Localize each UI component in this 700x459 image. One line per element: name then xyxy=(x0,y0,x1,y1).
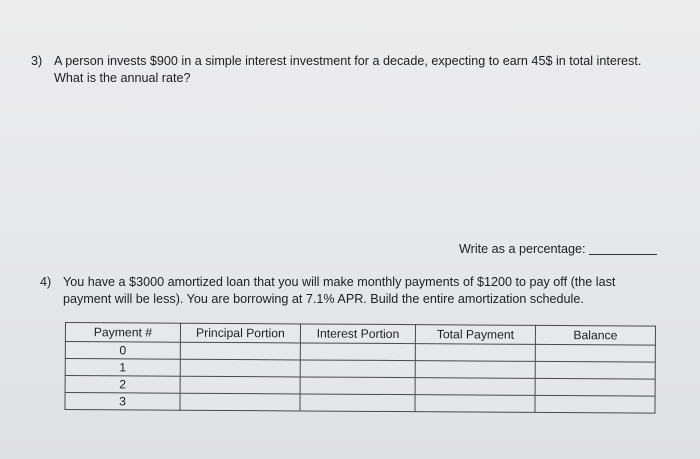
principal-cell[interactable] xyxy=(180,359,300,377)
total-payment-cell[interactable] xyxy=(415,344,535,362)
balance-cell[interactable] xyxy=(535,344,655,362)
balance-cell[interactable] xyxy=(535,361,655,379)
balance-cell[interactable] xyxy=(535,395,655,413)
interest-cell[interactable] xyxy=(300,394,415,412)
interest-cell[interactable] xyxy=(300,360,415,378)
principal-cell[interactable] xyxy=(180,376,300,394)
total-payment-cell[interactable] xyxy=(415,378,535,396)
question-4-line-1: You have a $3000 amortized loan that you will make monthly payments of $1200 to pay off (the last xyxy=(63,275,616,289)
interest-cell[interactable] xyxy=(300,377,415,395)
question-3-text xyxy=(54,53,641,87)
question-4-text xyxy=(63,274,615,308)
amortization-table xyxy=(64,322,656,414)
question-3-number: 3) xyxy=(31,54,43,68)
answer-blank-line[interactable] xyxy=(589,254,657,255)
question-4 xyxy=(40,274,660,314)
payment-number-cell: 2 xyxy=(65,376,180,394)
total-payment-cell[interactable] xyxy=(415,361,535,379)
header-balance: Balance xyxy=(535,325,655,345)
header-interest-portion: Interest Portion xyxy=(300,324,415,344)
principal-cell[interactable] xyxy=(180,393,300,411)
question-4-number: 4) xyxy=(40,275,52,289)
interest-cell[interactable] xyxy=(300,343,415,361)
answer-prompt xyxy=(459,242,657,256)
header-principal-portion: Principal Portion xyxy=(180,323,300,343)
balance-cell[interactable] xyxy=(535,378,655,396)
question-3 xyxy=(31,53,681,93)
header-total-payment: Total Payment xyxy=(415,325,535,345)
answer-prompt-label: Write as a percentage: xyxy=(459,242,586,256)
payment-number-cell: 1 xyxy=(65,359,180,377)
principal-cell[interactable] xyxy=(180,342,300,360)
total-payment-cell[interactable] xyxy=(415,395,535,413)
question-4-line-2: payment will be less). You are borrowing at 7.1% APR. Build the entire amortization schedule. xyxy=(63,292,584,306)
payment-number-cell: 0 xyxy=(65,342,180,360)
header-payment-number: Payment # xyxy=(65,323,180,343)
payment-number-cell: 3 xyxy=(65,393,180,411)
question-3-line-1: A person invests $900 in a simple interest investment for a decade, expecting to earn 45$ in total interest. xyxy=(54,54,642,68)
table-row xyxy=(65,393,655,414)
question-3-line-2: What is the annual rate? xyxy=(54,71,191,85)
